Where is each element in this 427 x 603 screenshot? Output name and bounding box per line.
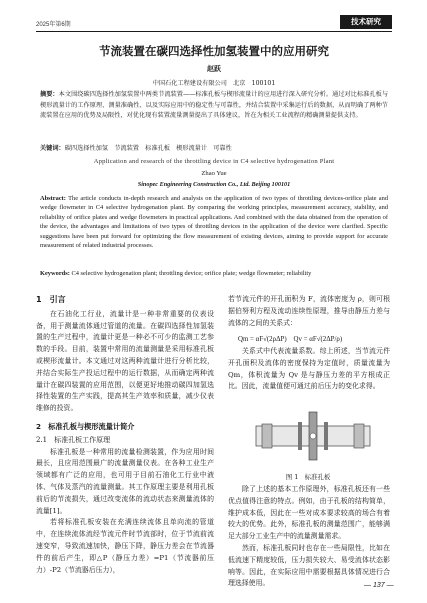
author-name: 赵跃 bbox=[207, 64, 221, 73]
flow-formula: Qm = αF√(2ρΔP) Qv = αF√(2ΔP/ρ) bbox=[238, 336, 343, 343]
right-text-4: 然而，标准孔板同时也存在一些局限性，比如在低流速下精度较低，压力损失较大、易受流体状态影响等。因此，在实际应用中需要根据具体情况进行合理选择使用。 bbox=[228, 543, 390, 588]
affiliation: 中国石化工程建设有限公司 北京 100101 bbox=[152, 80, 276, 87]
section-1-heading: 1 引言 bbox=[36, 295, 66, 304]
abstract-en bbox=[40, 194, 388, 250]
affiliation-en: Sinopec Engineering Construction Co., Ltd. Beijing 100101 bbox=[137, 181, 291, 188]
keywords-en-text: C4 selective hydrogenation plant; throttling device; orifice plate; wedge flowmeter; reliability bbox=[71, 270, 312, 277]
header-rule bbox=[36, 31, 392, 32]
abstract-en-text: The article conducts in-depth research and analysis on the application of two types of throttling devices-orifice plate and wedge flowmeter in C4 selective hydrogenation plant. By comparing the working principles, measurement accuracy, stability, and reliability of orifice plates and wedge flowmeters in practical applications. And combined with the data obtained from the operation of the device, the advantages and limitations of two types of throttling devices in the application of the device were clarified. Specific suggestions have been put forward for optimizing the flow measurement of existing devices, aiming to provide support for accurate measurement of related industrial processes. bbox=[40, 195, 389, 250]
section-2-1-text-1: 标准孔板是一种常用的流量检测装置，作为应用时间最长，且应用范围最广的流量测量仪表。在各种工业生产领域都有广泛的应用，也可用于目前石油化工行业中液体、气体及蒸汽的流量测量。其工作原理主要是利用孔板前后的节流损失，通过改变流体的流动状态来测量流体的流量[1]。 bbox=[36, 447, 214, 515]
right-column-bottom bbox=[228, 484, 390, 590]
keywords-en bbox=[40, 270, 388, 277]
right-column-top bbox=[228, 294, 390, 329]
issue-label: 2025年第6期 bbox=[36, 22, 71, 28]
orifice-plate-figure bbox=[254, 408, 372, 464]
keywords-en-label: Keywords: bbox=[40, 270, 70, 277]
section-1-text: 在石油化工行业，流量计是一种非常重要的仪表设备，用于测量流体通过管道的流量。在碳四选择性加氢装置的生产过程中，流量计更是一种必不可少的监测工艺参数的手段。目前，装置中常用的流量测量是采用标准孔板或楔形流量计。本文通过对这两种流量计进行分析比较，并结合实际生产投运过程中的运行数据，从而确定两种流量计在碳四装置的应用范围，以便更好地推动碳四加氢选择性装置的生产实践，提高其生产效率和质量，减少仪表维修的投资。 bbox=[36, 309, 214, 413]
figure-caption: 图 1 标准孔板 bbox=[285, 473, 331, 481]
section-2-1-heading: 2.1 标准孔板工作原理 bbox=[36, 435, 111, 444]
keywords-cn-text: 碳四选择性加氢 节流装置 标准孔板 楔形流量计 可靠性 bbox=[64, 145, 232, 152]
abstract-cn-label: 摘要： bbox=[40, 91, 59, 98]
title-en: Application and research of the throttling device in C4 selective hydrogenation Plant bbox=[93, 158, 335, 165]
left-column bbox=[36, 294, 214, 576]
abstract-cn-text: 本文围绕碳四选择性加氢装置中两类节流装置——标准孔板与楔形流量计的应用进行深入研究分析。通过对比标准孔板与楔形流量计的工作原理、测量准确性、以及实际应用中的稳定性与可靠性，并结合装置中采集运行后的数据，从而明确了两种节流装置在应用的优势及局限性，对优化现有装置流量测量提出了具体建议，旨在为相关工业流程的精确测量提供支持。 bbox=[40, 91, 389, 119]
right-text-1: 若节流元件的开孔面积为 F，流体密度为 ρ，则可根据伯努利方程及流动连续性原理，推导由静压力差与流体的之间的关系式： bbox=[228, 295, 390, 327]
keywords-cn-label: 关键词： bbox=[40, 145, 65, 152]
author-en: Zhao Yue bbox=[201, 170, 227, 177]
section-2-1-text-2: 若将标准孔板安装在充满连续流体且单向流的管道中，在连续流体流经节流元件时节流部时，位于节流前流速变窄，导致流速加快，静压下降，静压力差会在节流器件的前后产生，即△P（静压力差）=P1（节流器前压力）-P2（节流器后压力）， bbox=[36, 518, 214, 574]
abstract-cn bbox=[40, 90, 388, 122]
page-number: — 137 — bbox=[364, 582, 394, 589]
right-text-2: 关系式中代表流量系数。综上所述，当节流元件开孔面积及流体的密度保持为定值时，质量流量为 Qm，体积流量为 Qv 是与静压力差的平方根成正比。因此，流量值便可通过前后压力的变化求得。 bbox=[228, 347, 390, 391]
article-title: 节流装置在碳四选择性加氢装置中的应用研究 bbox=[99, 44, 329, 58]
right-column-mid bbox=[228, 346, 390, 393]
section-2-heading: 2 标准孔板与楔形流量计简介 bbox=[36, 421, 135, 431]
right-text-3: 除了上述的基本工作原理外，标准孔板还有一些优点值得注意的特点。例如，由于孔板的结构简单，维护成本低，因此在一些对成本要求较高的场合有着较大的优势。此外，标准孔板的测量范围广，能够满足大部分工业生产中的流量测量需求。 bbox=[228, 485, 390, 541]
abstract-en-label: Abstract: bbox=[40, 195, 66, 202]
section-badge: 技术研究 bbox=[340, 15, 392, 29]
keywords-cn bbox=[40, 143, 388, 152]
